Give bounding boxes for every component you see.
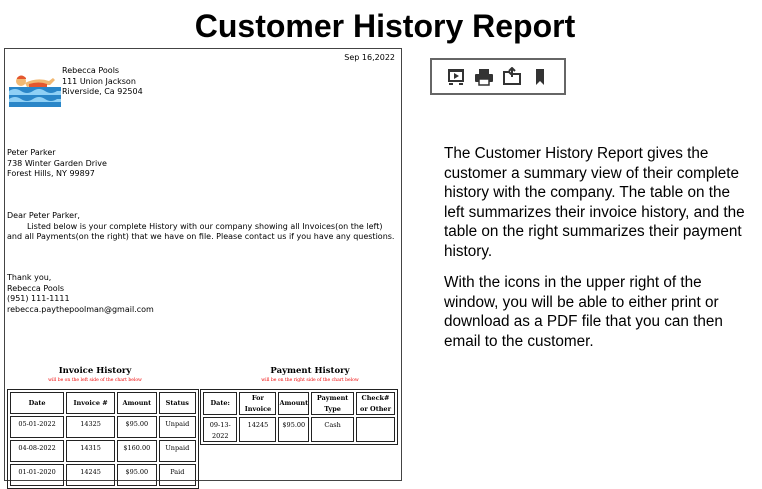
table-header-row xyxy=(203,392,395,415)
table-cell: 14325 xyxy=(66,416,115,438)
report-date: Sep 16,2022 xyxy=(344,53,395,62)
bookmark-button[interactable] xyxy=(529,66,551,88)
customer-name: Peter Parker xyxy=(7,148,56,157)
column-header: Payment Type xyxy=(311,392,354,415)
payment-history-note: will be on the right side of the chart below xyxy=(261,378,359,383)
signoff-closing: Thank you, xyxy=(7,273,52,282)
description-paragraph: With the icons in the upper right of the window, you will be able to either print or download as a PDF file that you can then email to the customer. xyxy=(444,274,723,350)
table-cell: $95.00 xyxy=(117,464,157,486)
table-cell: 01-01-2020 xyxy=(10,464,64,486)
column-header: Amount xyxy=(117,392,157,414)
pool-logo-icon xyxy=(9,67,61,107)
invoice-history-title: Invoice History xyxy=(58,366,132,376)
export-button[interactable] xyxy=(501,66,523,88)
letter-body xyxy=(7,211,397,243)
print-button[interactable] xyxy=(473,66,495,88)
signoff-phone: (951) 111-1111 xyxy=(7,294,70,303)
payment-history-title: Payment History xyxy=(270,366,350,376)
company-city: Riverside, Ca 92504 xyxy=(62,87,143,96)
table-cell: 05-01-2022 xyxy=(10,416,64,438)
table-cell: Cash xyxy=(311,417,354,442)
customer-address xyxy=(7,148,107,180)
customer-city: Forest Hills, NY 99897 xyxy=(7,169,95,178)
invoice-history-note: will be on the left side of the chart below xyxy=(48,378,142,383)
print-icon xyxy=(474,67,494,87)
report-description xyxy=(444,144,754,363)
letter-text: Listed below is your complete History with our company showing all Invoices(on the left) and all Payments(on the right) that we have on file. Please contact us if you have any questions. xyxy=(7,221,395,241)
report-document xyxy=(4,48,402,481)
invoice-history-table xyxy=(7,389,199,489)
company-street: 111 Union Jackson xyxy=(62,76,136,86)
table-cell: Unpaid xyxy=(159,440,196,462)
company-name: Rebecca Pools xyxy=(62,66,120,75)
table-row xyxy=(203,417,395,442)
page-title: Customer History Report xyxy=(194,8,576,44)
table-cell: $95.00 xyxy=(278,417,309,442)
table-cell: 04-08-2022 xyxy=(10,440,64,462)
report-toolbar xyxy=(430,58,566,95)
column-header: Status xyxy=(159,392,196,414)
letter-greeting: Dear Peter Parker, xyxy=(7,211,80,220)
bookmark-icon xyxy=(530,67,550,87)
table-row xyxy=(10,464,196,486)
column-header: For Invoice xyxy=(239,392,276,415)
letter-signoff xyxy=(7,273,154,315)
column-header: Amount xyxy=(278,392,309,415)
column-header: Date xyxy=(10,392,64,414)
table-cell: Unpaid xyxy=(159,416,196,438)
column-header: Check# or Other xyxy=(356,392,395,415)
table-cell: 14315 xyxy=(66,440,115,462)
table-cell: $95.00 xyxy=(117,416,157,438)
signoff-name: Rebecca Pools xyxy=(7,283,65,293)
presentation-icon xyxy=(446,67,466,87)
column-header: Date: xyxy=(203,392,237,415)
presentation-button[interactable] xyxy=(445,66,467,88)
export-icon xyxy=(502,67,522,87)
table-cell: 14245 xyxy=(239,417,276,442)
column-header: Invoice # xyxy=(66,392,115,414)
payment-history-table xyxy=(200,389,398,445)
table-header-row xyxy=(10,392,196,414)
company-address xyxy=(62,66,143,98)
table-cell: $160.00 xyxy=(117,440,157,462)
table-cell: Paid xyxy=(159,464,196,486)
table-cell: 14245 xyxy=(66,464,115,486)
table-cell: 09-13-2022 xyxy=(203,417,237,442)
customer-street: 738 Winter Garden Drive xyxy=(7,158,107,168)
description-paragraph: The Customer History Report gives the customer a summary view of their complete history with the company. The table on the left summarizes their invoice history, and the table on the right summarizes their payment history. xyxy=(444,145,745,260)
table-row xyxy=(10,416,196,438)
table-row xyxy=(10,440,196,462)
table-cell xyxy=(356,417,395,442)
signoff-email: rebecca.paythepoolman@gmail.com xyxy=(7,304,154,314)
